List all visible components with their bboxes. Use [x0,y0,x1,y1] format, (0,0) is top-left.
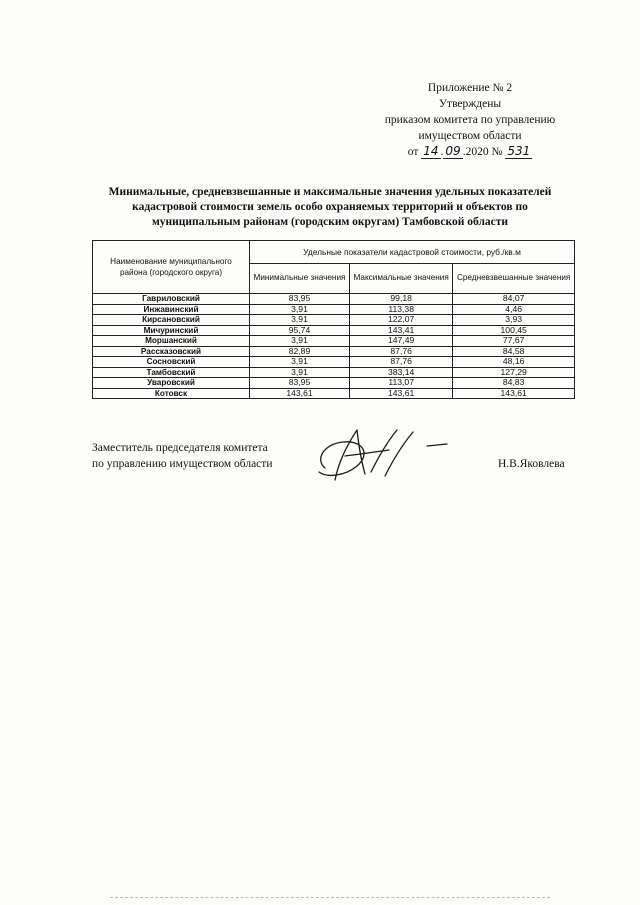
avg-value: 143,61 [453,388,575,399]
cadastral-values-table [92,240,575,399]
table-row [93,294,575,305]
max-value: 143,41 [349,325,452,336]
handwritten-signature [305,420,455,490]
max-column-header: Максимальные значения [349,263,452,293]
max-value: 113,07 [349,378,452,389]
order-line-2: имуществом области [418,130,522,142]
avg-value: 100,45 [453,325,575,336]
date-month-handwritten: 09 [445,144,461,158]
date-year: .2020 № [462,146,503,158]
table-row [93,388,575,399]
avg-value: 127,29 [453,367,575,378]
date-day-handwritten: 14 [423,144,439,158]
signer-position-line-2: по управлению имуществом области [92,458,273,470]
scan-artifact-line [110,897,550,900]
district-name: Рассказовский [93,346,250,357]
max-value: 147,49 [349,336,452,347]
district-name: Моршанский [93,336,250,347]
approved-label: Утверждены [438,98,502,110]
table-row [93,378,575,389]
document-title: Минимальные, средневзвешанные и максимальные значения удельных показателей кадастровой стоимости земель особо охраняемых территорий и объектов по муниципальным районам (городским округам) Тамбовской области [108,186,552,228]
date-prefix: от [407,146,419,158]
group-column-header: Удельные показатели кадастровой стоимости, руб./кв.м [250,241,575,264]
min-value: 83,95 [250,294,350,305]
district-name: Тамбовский [93,367,250,378]
avg-value: 48,16 [453,357,575,368]
avg-value: 84,58 [453,346,575,357]
appendix-label: Приложение № 2 [427,82,513,94]
max-value: 87,76 [349,357,452,368]
max-value: 383,14 [349,367,452,378]
table-row [93,315,575,326]
district-name: Котовск [93,388,250,399]
district-name: Сосновский [93,357,250,368]
district-name: Инжавинский [93,304,250,315]
signer-name: Н.В.Яковлева [498,458,565,470]
min-value: 95,74 [250,325,350,336]
table-row [93,325,575,336]
max-value: 99,18 [349,294,452,305]
name-column-header: Наименование муниципального района (городского округа) [93,241,250,294]
max-value: 113,38 [349,304,452,315]
district-name: Мичуринский [93,325,250,336]
min-column-header: Минимальные значения [250,263,350,293]
avg-value: 84,83 [453,378,575,389]
min-value: 83,95 [250,378,350,389]
order-date-line [360,144,580,160]
min-value: 3,91 [250,304,350,315]
min-value: 82,89 [250,346,350,357]
order-line-1: приказом комитета по управлению [384,114,556,126]
order-number-handwritten: 531 [507,144,531,158]
district-name: Уваровский [93,378,250,389]
table-row [93,367,575,378]
min-value: 143,61 [250,388,350,399]
signer-position [92,440,292,472]
max-value: 122,07 [349,315,452,326]
min-value: 3,91 [250,336,350,347]
avg-value: 4,46 [453,304,575,315]
min-value: 3,91 [250,367,350,378]
avg-value: 77,67 [453,336,575,347]
max-value: 87,76 [349,346,452,357]
table-row [93,336,575,347]
district-name: Гавриловский [93,294,250,305]
max-value: 143,61 [349,388,452,399]
min-value: 3,91 [250,357,350,368]
table-row [93,357,575,368]
district-name: Кирсановский [93,315,250,326]
avg-column-header: Средневзвешанные значения [453,263,575,293]
avg-value: 3,93 [453,315,575,326]
table-row [93,346,575,357]
approval-header [360,80,580,160]
date-separator: . [440,146,444,158]
min-value: 3,91 [250,315,350,326]
signer-position-line-1: Заместитель председателя комитета [92,442,268,454]
table-row [93,304,575,315]
avg-value: 84,07 [453,294,575,305]
